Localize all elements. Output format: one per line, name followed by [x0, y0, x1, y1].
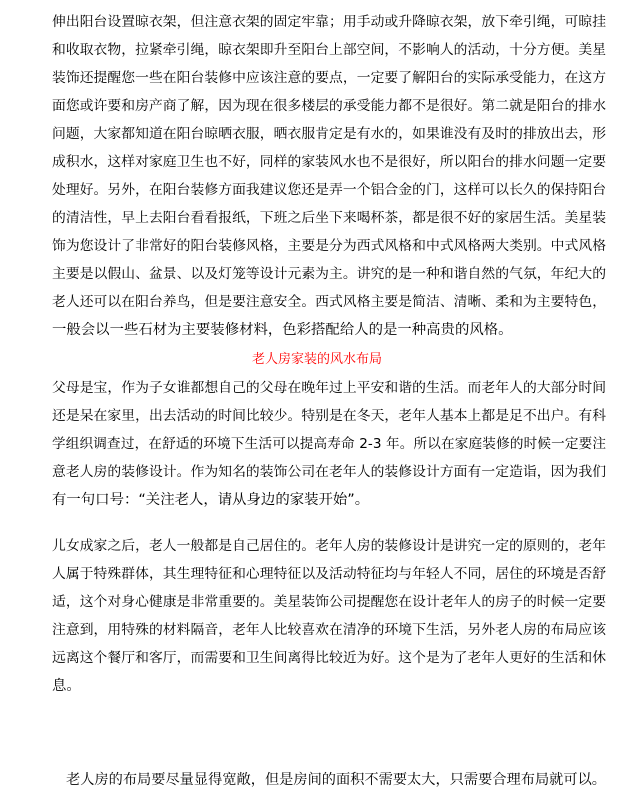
text-line: 处理好。另外，在阳台装修方面我建议您还是弄一个铝合金的门，这样可以长久的保持阳台 [52, 182, 606, 198]
text-line: 成积水，这样对家庭卫生也不好，同样的家装风水也不是很好，所以阳台的排水问题一定要 [52, 154, 606, 170]
text-line: 饰为您设计了非常好的阳台装修风格，主要是分为西式风格和中式风格两大类别。中式风格 [52, 238, 606, 254]
text-line: 面您或许要和房产商了解，因为现在很多楼层的承受能力都不是很好。第二就是阳台的排水 [52, 98, 606, 114]
text-line: 人属于特殊群体，其生理特征和心理特征以及活动特征均与年轻人不同，居住的环境是否舒 [52, 566, 606, 582]
text-line: 远离这个餐厅和客厅，而需要和卫生间离得比较近为好。这个是为了老年人更好的生活和休 [52, 650, 606, 666]
text-line: 老人房的布局要尽量显得宽敞，但是房间的面积不需要太大，只需要合理布局就可以。 [66, 772, 606, 788]
text-line: 一般会以一些石材为主要装修材料，色彩搭配给人的是一种高贵的风格。 [52, 322, 513, 338]
text-line: 适，这个对身心健康是非常重要的。美星装饰公司提醒您在设计老年人的房子的时候一定要 [52, 594, 606, 610]
section-heading: 老人房家装的风水布局 [251, 352, 382, 367]
text-line: 有一句口号：“关注老人，请从身边的家装开始”。 [52, 492, 370, 508]
text-line: 伸出阳台设置晾衣架，但注意衣架的固定牢靠；用手动或升降晾衣架，放下牵引绳，可晾挂 [52, 14, 606, 30]
text-line: 主要是以假山、盆景、以及灯笼等设计元素为主。讲究的是一种和谐自然的气氛，年纪大的 [52, 266, 606, 282]
text-line: 息。 [52, 678, 81, 694]
text-line: 问题，大家都知道在阳台晾晒衣服，晒衣服肯定是有水的，如果谁没有及时的排放出去，形 [52, 126, 606, 142]
text-line: 注意到，用特殊的材料隔音，老年人比较喜欢在清净的环境下生活，另外老人房的布局应该 [52, 622, 606, 638]
text-line: 和收取衣物，拉紧牵引绳，晾衣架即升至阳台上部空间，不影响人的活动，十分方便。美星 [52, 42, 606, 58]
text-line: 还是呆在家里，出去活动的时间比较少。特别是在冬天，老年人基本上都是足不出户。有科 [52, 408, 606, 424]
text-line: 意老人房的装修设计。作为知名的装饰公司在老年人的装修设计方面有一定造诣，因为我们 [52, 464, 606, 480]
text-line: 装饰还提醒您一些在阳台装修中应该注意的要点，一定要了解阳台的实际承受能力，在这方 [52, 70, 606, 86]
text-line: 父母是宝，作为子女谁都想自己的父母在晚年过上平安和谐的生活。而老年人的大部分时间 [52, 380, 606, 396]
text-line: 老人还可以在阳台养鸟，但是要注意安全。西式风格主要是简洁、清晰、柔和为主要特色， [52, 294, 606, 310]
text-line: 儿女成家之后，老人一般都是自己居住的。老年人房的装修设计是讲究一定的原则的，老年 [52, 538, 606, 554]
text-line: 的清洁性，早上去阳台看看报纸，下班之后坐下来喝杯茶，都是很不好的家居生活。美星装 [52, 210, 606, 226]
text-line: 学组织调查过，在舒适的环境下生活可以提高寿命 2-3 年。所以在家庭装修的时候一定要注 [52, 436, 606, 452]
